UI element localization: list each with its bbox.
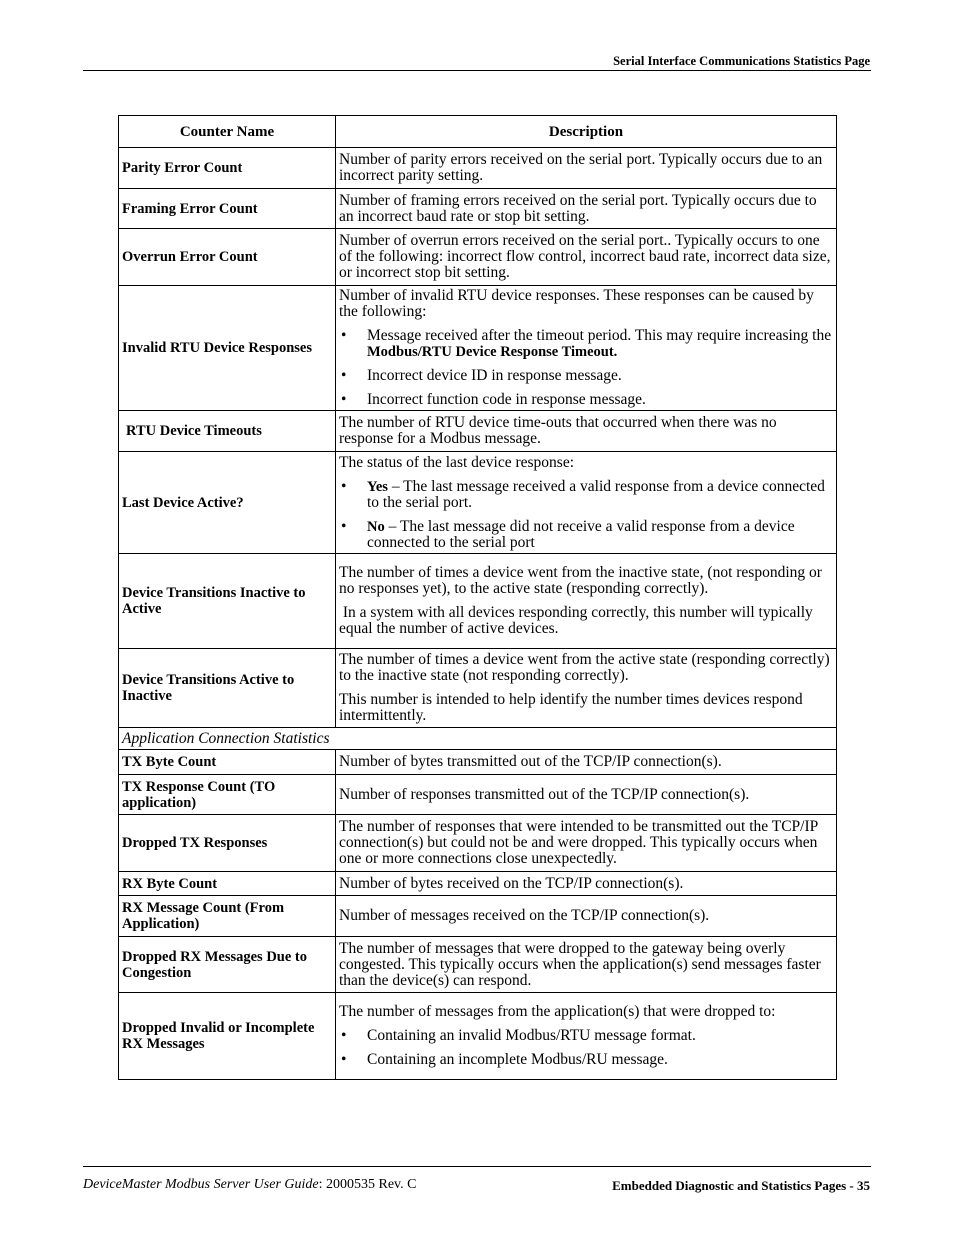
counter-name: Framing Error Count [119,189,336,229]
counter-description: Number of framing errors received on the serial port. Typically occurs due to an incorrect baud rate or stop bit setting. [336,189,837,229]
counter-name: Last Device Active? [119,452,336,554]
counter-description [336,452,837,554]
section-row [119,728,837,750]
list-item [339,328,833,360]
bullet-icon: • [341,391,347,408]
counter-description [336,993,837,1080]
counter-name: Device Transitions Inactive to Active [119,554,336,649]
counter-description: Number of messages received on the TCP/IP connection(s). [336,896,837,937]
counter-name: Overrun Error Count [119,229,336,286]
counter-description [336,286,837,411]
table-row [119,554,837,649]
footer-guide-name: DeviceMaster Modbus Server User Guide [83,1177,319,1192]
column-header-counter-name: Counter Name [119,116,336,148]
counter-name: Invalid RTU Device Responses [119,286,336,411]
bullet-icon: • [341,367,347,384]
table-row [119,148,837,189]
bullet-icon: • [341,1051,347,1068]
counter-name: Device Transitions Active to Inactive [119,649,336,728]
counter-name: TX Response Count (TO application) [119,775,336,815]
counter-description [336,554,837,649]
description-paragraph: In a system with all devices responding correctly, this number will typically equal the number of active devices. [339,604,817,637]
bullet-icon: • [341,1027,347,1044]
footer-rule [83,1166,871,1167]
list-item-text: – The last message did not receive a valid response from a device connected to the serial port [367,517,795,551]
counter-description: The number of responses that were intended to be transmitted out the TCP/IP connection(s) but could not be and were dropped. This typically occurs when one or more connections close unexpectedly. [336,815,837,872]
counter-description: Number of overrun errors received on the serial port.. Typically occurs to one of the following: incorrect flow control, incorrect baud rate, incorrect data size, or incorrect stop bit setting. [336,229,837,286]
table-row [119,937,837,993]
table-row [119,286,837,411]
counter-description: Number of parity errors received on the serial port. Typically occurs due to an incorrect parity setting. [336,148,837,189]
table-row [119,872,837,896]
description-paragraph: The number of times a device went from the active state (responding correctly) to the inactive state (not responding correctly). [339,651,830,684]
counter-description: The number of messages that were dropped to the gateway being overly congested. This typically occurs when the application(s) send messages faster than the device(s) can respond. [336,937,837,993]
page-header-title: Serial Interface Communications Statistics Page [613,54,870,68]
table-row [119,452,837,554]
counter-name: Parity Error Count [119,148,336,189]
list-item [339,1052,833,1068]
statistics-table [118,115,837,1080]
list-item-text: Containing an invalid Modbus/RTU message format. [367,1027,696,1044]
counter-name: TX Byte Count [119,750,336,775]
counter-name: RTU Device Timeouts [119,411,336,452]
bullet-icon: • [341,327,347,344]
table-row [119,815,837,872]
header-rule [83,70,871,71]
description-intro: Number of invalid RTU device responses. These responses can be caused by the following: [339,287,814,320]
table-row [119,775,837,815]
table-row [119,411,837,452]
list-item-text: – The last message received a valid response from a device connected to the serial port. [367,477,825,511]
list-item [339,519,833,551]
list-item-text: Incorrect function code in response message. [367,391,646,408]
description-paragraph: This number is intended to help identify the number times devices respond intermittently. [339,691,803,724]
table-row [119,896,837,937]
bullet-icon: • [341,517,347,535]
counter-description: Number of bytes received on the TCP/IP connection(s). [336,872,837,896]
description-intro: The number of messages from the application(s) that were dropped to: [339,1003,776,1020]
counter-name: RX Byte Count [119,872,336,896]
status-yes-label: Yes [367,478,388,495]
table-row [119,750,837,775]
bullet-list [339,1028,833,1068]
counter-description: Number of bytes transmitted out of the TCP/IP connection(s). [336,750,837,775]
counter-name: Dropped TX Responses [119,815,336,872]
column-header-description: Description [336,116,837,148]
counter-name: Dropped Invalid or Incomplete RX Messages [119,993,336,1080]
table-row [119,993,837,1080]
description-intro: The status of the last device response: [339,453,575,471]
table-row [119,649,837,728]
list-item [339,1028,833,1044]
list-item-text: Incorrect device ID in response message. [367,367,622,384]
setting-name: Modbus/RTU Device Response Timeout. [367,344,618,360]
bullet-list [339,328,833,408]
status-no-label: No [367,518,385,535]
list-item-text: Message received after the timeout period. This may require increasing the [367,327,832,344]
bullet-icon: • [341,477,347,495]
section-heading: Application Connection Statistics [119,728,837,750]
list-item [339,479,833,511]
list-item-text: Containing an incomplete Modbus/RU message. [367,1051,668,1068]
table-row [119,229,837,286]
footer-document-title [83,1177,416,1193]
list-item [339,392,833,408]
footer-revision: : 2000535 Rev. C [318,1177,417,1192]
list-item [339,368,833,384]
counter-description [336,649,837,728]
table-header-row [119,116,837,148]
counter-description: The number of RTU device time-outs that occurred when there was no response for a Modbus message. [336,411,837,452]
counter-description: Number of responses transmitted out of the TCP/IP connection(s). [336,775,837,815]
counter-name: Dropped RX Messages Due to Congestion [119,937,336,993]
counter-name: RX Message Count (From Application) [119,896,336,937]
table-row [119,189,837,229]
bullet-list [339,479,833,551]
description-paragraph: The number of times a device went from the inactive state, (not responding or no responses yet), to the active state (responding correctly). [339,564,822,597]
footer-page-label: Embedded Diagnostic and Statistics Pages - 35 [612,1178,870,1193]
